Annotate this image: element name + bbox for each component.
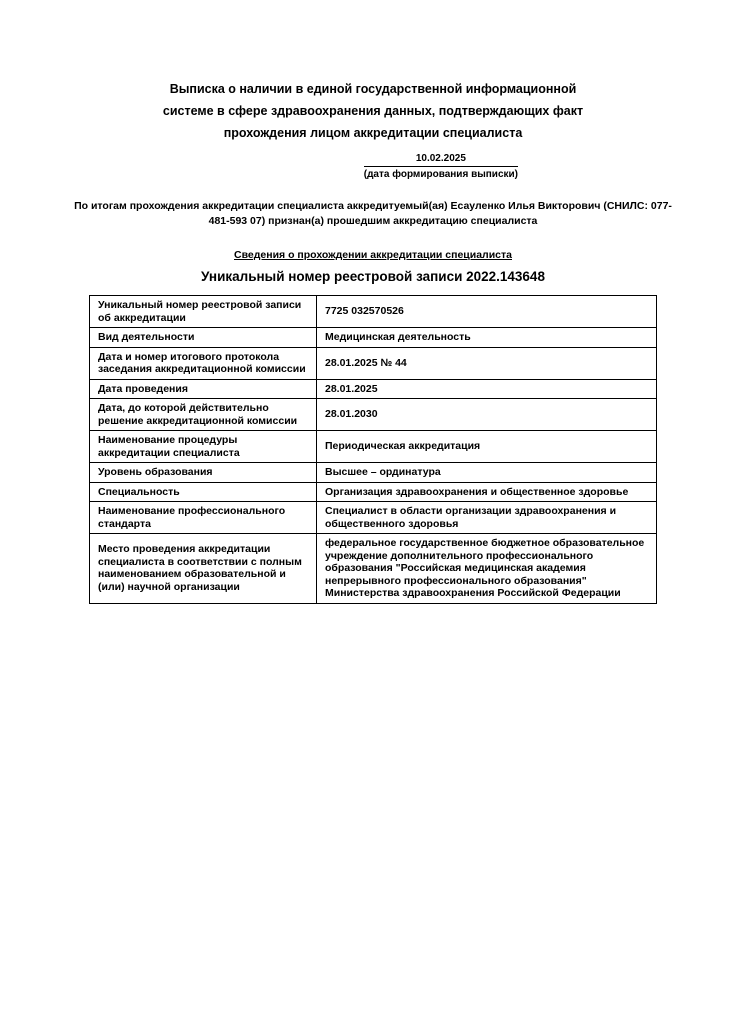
table-cell-label: Уровень образования	[90, 463, 317, 483]
table-cell-label: Наименование процедуры аккредитации специалиста	[90, 431, 317, 463]
table-row	[90, 347, 657, 379]
table-cell-label: Место проведения аккредитации специалиста в соответствии с полным наименованием образовательной и (или) научной организации	[90, 534, 317, 604]
table-row	[90, 296, 657, 328]
table-cell-label: Наименование профессионального стандарта	[90, 502, 317, 534]
table-cell-label: Дата, до которой действительно решение аккредитационной комиссии	[90, 399, 317, 431]
table-cell-label: Дата и номер итогового протокола заседания аккредитационной комиссии	[90, 347, 317, 379]
accreditation-result-paragraph: По итогам прохождения аккредитации специалиста аккредитуемый(ая) Есауленко Илья Викторович (СНИЛС: 077-481-593 07) признан(а) прошедшим аккредитацию специалиста	[74, 200, 672, 227]
document-title-line-2: системе в сфере здравоохранения данных, подтверждающих факт	[162, 104, 584, 118]
table-cell-label: Уникальный номер реестровой записи об аккредитации	[90, 296, 317, 328]
table-cell-label: Дата проведения	[90, 379, 317, 399]
table-cell-value: Специалист в области организации здравоохранения и общественного здоровья	[317, 502, 657, 534]
table-cell-value: Медицинская деятельность	[317, 328, 657, 348]
table-cell-value: Организация здравоохранения и общественное здоровье	[317, 482, 657, 502]
extract-date-block	[364, 152, 518, 181]
registry-number-heading: Уникальный номер реестровой записи 2022.143648	[201, 269, 545, 284]
table-cell-value: Высшее – ординатура	[317, 463, 657, 483]
section-heading: Сведения о прохождении аккредитации специалиста	[234, 249, 512, 261]
table-cell-value: федеральное государственное бюджетное образовательное учреждение дополнительного профессионального образования "Российская медицинская академия непрерывного профессионального образования" Министерства здравоохранения Российской Федерации	[317, 534, 657, 604]
table-row	[90, 502, 657, 534]
table-row	[90, 482, 657, 502]
table-row	[90, 399, 657, 431]
table-cell-value: 28.01.2025	[317, 379, 657, 399]
table-row	[90, 463, 657, 483]
document-title-line-1: Выписка о наличии в единой государственной информационной	[169, 82, 577, 96]
table-cell-value: 7725 032570526	[317, 296, 657, 328]
accreditation-table-body	[90, 296, 657, 604]
table-cell-value: 28.01.2025 № 44	[317, 347, 657, 379]
extract-date-caption: (дата формирования выписки)	[363, 169, 518, 180]
table-cell-value: 28.01.2030	[317, 399, 657, 431]
extract-date-value: 10.02.2025	[364, 152, 518, 167]
table-row	[90, 328, 657, 348]
document-title-line-3: прохождения лицом аккредитации специалиста	[223, 126, 523, 140]
accreditation-details-table	[89, 295, 657, 604]
table-cell-value: Периодическая аккредитация	[317, 431, 657, 463]
table-cell-label: Вид деятельности	[90, 328, 317, 348]
table-row	[90, 534, 657, 604]
table-row	[90, 379, 657, 399]
document-title	[0, 0, 746, 144]
table-row	[90, 431, 657, 463]
table-cell-label: Специальность	[90, 482, 317, 502]
